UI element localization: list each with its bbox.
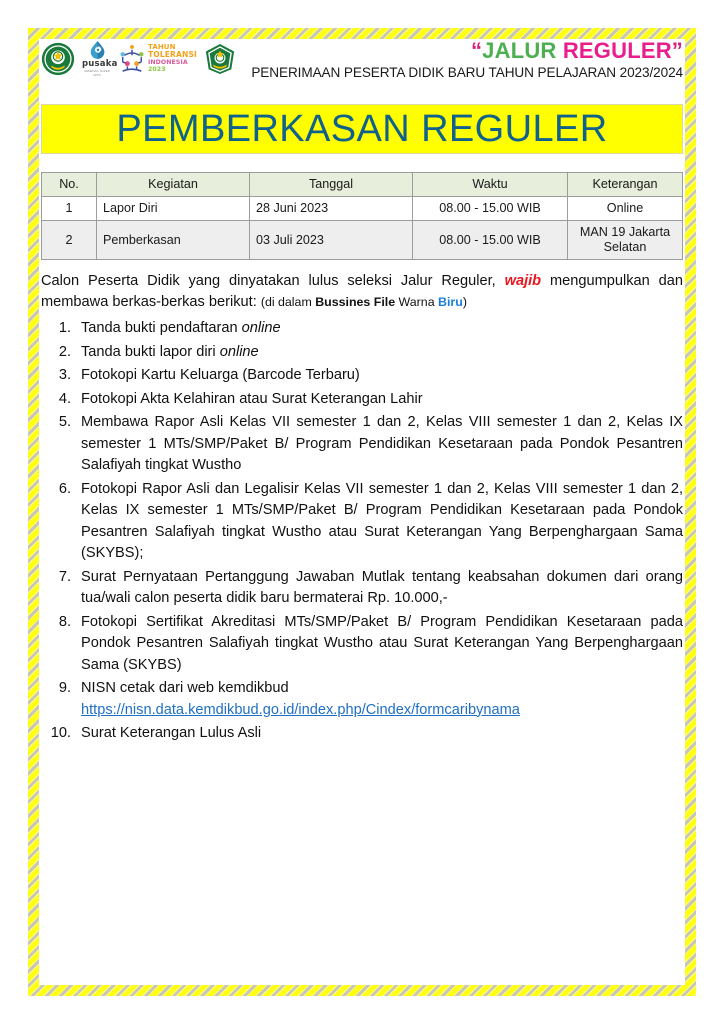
toleransi-line-2: TOLERANSI (148, 50, 197, 60)
document-requirements-list (41, 318, 683, 745)
toleransi-people-icon (119, 44, 145, 74)
list-item (41, 678, 683, 721)
intro-note (261, 295, 467, 309)
pusaka-drop-icon (89, 40, 106, 59)
note-biru: Biru (438, 295, 463, 309)
main-title-banner (41, 104, 683, 154)
toleransi-line-1: TAHUN (148, 42, 176, 51)
header-subtitle: PENERIMAAN PESERTA DIDIK BARU TAHUN PELAJARAN 2023/2024 (251, 65, 683, 80)
cell-kegiatan: Lapor Diri (97, 197, 250, 221)
document-header (41, 38, 683, 98)
header-title-block (183, 38, 683, 82)
list-item-text: Fotokopi Sertifikat Akreditasi MTs/SMP/Paket B/ Program Pendidikan Kesetaraan pada Pondok Pesantren Salafiyah tingkat Wustho atau Surat Keterangan Yang Berpenghargaan Sama (SKYBS) (81, 613, 683, 673)
list-item (41, 342, 683, 364)
list-item (41, 479, 683, 565)
column-header-waktu: Waktu (413, 173, 568, 197)
jalur-word: JALUR (482, 38, 557, 63)
list-item-emphasis: online (241, 320, 281, 336)
list-item-number: 10. (50, 725, 71, 741)
column-header-no: No. (42, 173, 97, 197)
page-content (41, 38, 683, 986)
list-item-number: 6. (58, 480, 71, 497)
cell-tanggal: 03 Juli 2023 (250, 221, 413, 260)
cell-no: 2 (42, 221, 97, 260)
intro-part-1: Calon Peserta Didik yang dinyatakan lulus seleksi Jalur Reguler, (41, 273, 505, 289)
toleransi-line-4: 2023 (148, 65, 166, 73)
cell-waktu: 08.00 - 15.00 WIB (413, 197, 568, 221)
list-item (41, 723, 683, 745)
table-header-row (42, 173, 683, 197)
list-item-text: Fotokopi Rapor Asli dan Legalisir Kelas VII semester 1 dan 2, Kelas VIII semester 1 dan 2, Kelas IX semester 1 MTs/SMP/Paket B/ Program Pendidikan Kesetaraan pada Pondok Pesantren Salafiyah tingkat Wustho atau Surat Keterangan Yang Berpenghargaan Sama (SKYBS); (81, 480, 683, 561)
list-item (41, 567, 683, 610)
cell-no: 1 (42, 197, 97, 221)
list-item (41, 318, 683, 340)
list-item-number: 7. (58, 568, 71, 585)
reguler-word: REGULER (562, 38, 672, 63)
note-mid: Warna (395, 295, 439, 309)
list-item-number: 3. (58, 367, 71, 383)
column-header-tanggal: Tanggal (250, 173, 413, 197)
list-item-text: Fotokopi Akta Kelahiran atau Surat Keterangan Lahir (81, 390, 423, 407)
list-item-text: Surat Pernyataan Pertanggung Jawaban Mutlak tentang keabsahan dokumen dari orang tua/wali calon peserta didik baru bermaterai Rp. 10.000,- (81, 568, 683, 606)
list-item-text: Fotokopi Kartu Keluarga (Barcode Terbaru) (81, 367, 360, 383)
list-item-number: 8. (58, 613, 71, 630)
list-item-emphasis: online (219, 343, 259, 360)
list-item-text: Membawa Rapor Asli Kelas VII semester 1 dan 2, Kelas VIII semester 1 dan 2, Kelas IX semester 1 MTs/SMP/Paket B/ Program Pendidikan Kesetaraan pada Pondok Pesantren Salafiyah tingkat Wustho (81, 414, 683, 473)
note-bussines-file: Bussines File (315, 295, 396, 309)
list-item-number: 2. (58, 343, 71, 360)
close-quote: ” (671, 38, 683, 63)
list-item-text: NISN cetak dari web kemdikbud (81, 680, 289, 696)
column-header-kegiatan: Kegiatan (97, 173, 250, 197)
cell-keterangan: MAN 19 Jakarta Selatan (568, 221, 683, 260)
open-quote: “ (470, 38, 483, 63)
list-item (41, 412, 683, 477)
cell-kegiatan: Pemberkasan (97, 221, 250, 260)
nisn-kemdikbud-link[interactable]: https://nisn.data.kemdikbud.go.id/index.php/Cindex/formcaribynama (81, 701, 520, 718)
column-header-keterangan: Keterangan (568, 173, 683, 197)
list-item-number: 4. (58, 390, 71, 407)
cell-waktu: 08.00 - 15.00 WIB (413, 221, 568, 260)
list-item (41, 389, 683, 411)
table-row (42, 197, 683, 221)
list-item-number: 9. (58, 680, 71, 696)
list-item-number: 1. (58, 320, 71, 336)
list-item-text: Tanda bukti pendaftaran (81, 320, 242, 336)
intro-part-2: mengumpulkan dan membawa berkas-berkas berikut: (41, 273, 683, 310)
list-item (41, 612, 683, 677)
toleransi-line-3: INDONESIA (148, 58, 188, 66)
list-item-text: Tanda bukti lapor diri (81, 343, 220, 360)
schedule-table (41, 172, 683, 260)
list-item (41, 365, 683, 387)
cell-tanggal: 28 Juni 2023 (250, 197, 413, 221)
list-item-text: Surat Keterangan Lulus Asli (81, 725, 262, 741)
table-row (42, 221, 683, 260)
pusaka-wordmark: pusaka (82, 59, 118, 69)
list-item-number: 5. (58, 414, 71, 430)
pusaka-logo (82, 40, 118, 77)
jalur-title (183, 38, 683, 63)
note-close: ) (462, 295, 467, 309)
cell-keterangan: Online (568, 197, 683, 221)
kemenag-logo (41, 42, 75, 76)
intro-paragraph (41, 271, 683, 313)
page-title: PEMBERKASAN REGULER (116, 108, 608, 150)
intro-wajib-emphasis: wajib (504, 273, 542, 289)
note-open: (di dalam (260, 295, 316, 309)
pusaka-tagline: KEMENAG SUPER APPS (84, 69, 110, 77)
